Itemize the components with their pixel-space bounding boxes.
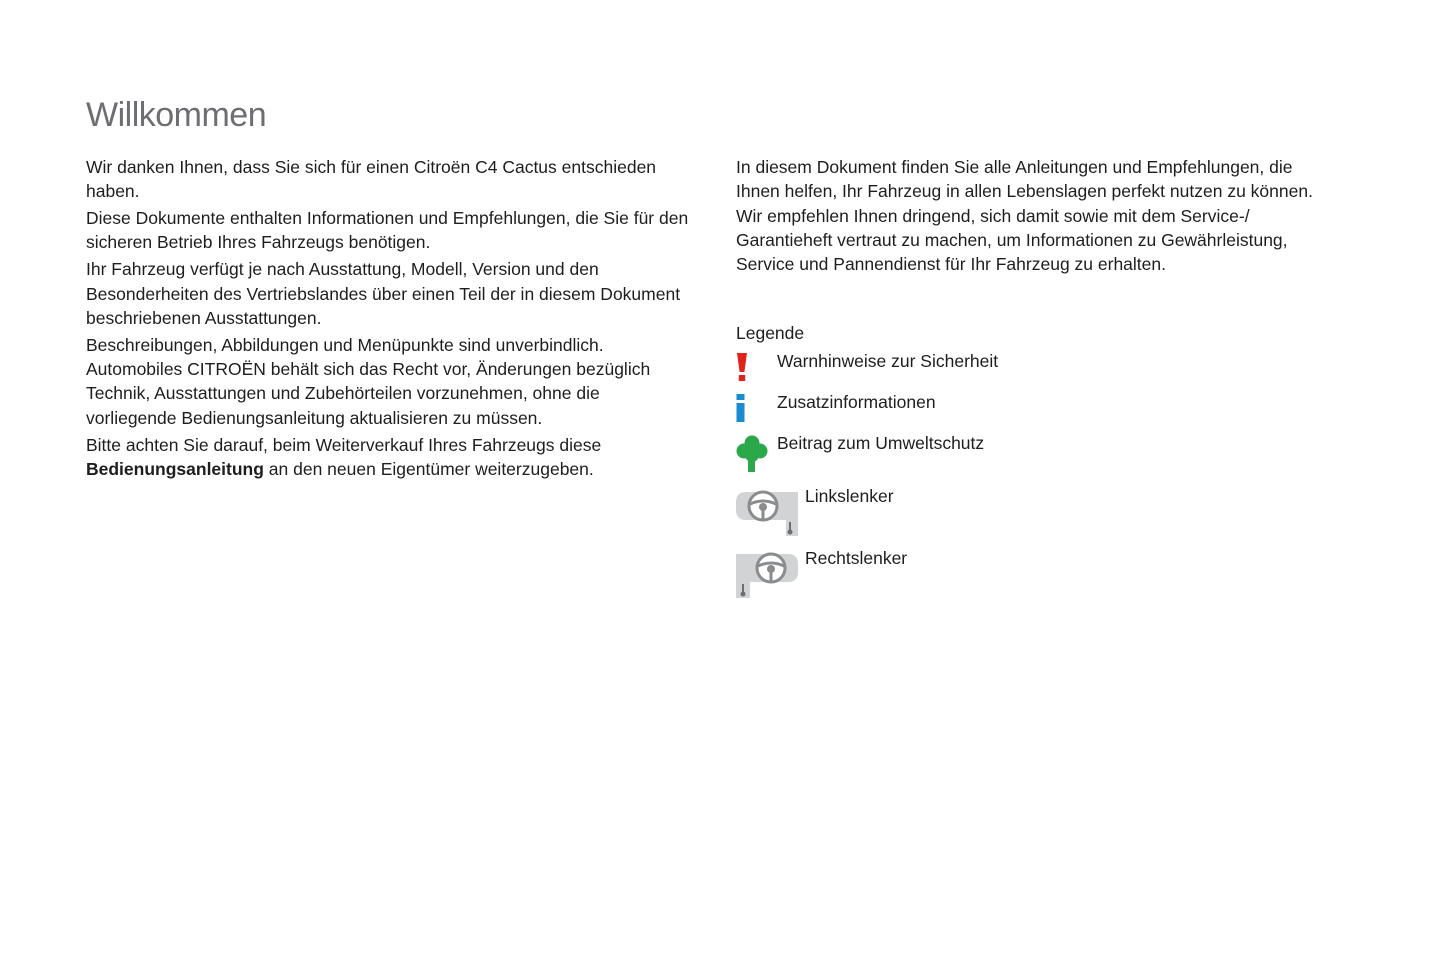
paragraph-resale-bold: Bedienungsanleitung xyxy=(86,458,264,479)
document-info-column xyxy=(736,155,1336,276)
legend-label-info: Zusatzinformationen xyxy=(777,392,936,412)
paragraph-resale-start: Bitte achten Sie darauf, beim Weiterverkauf Ihres Fahrzeugs diese xyxy=(86,434,602,455)
legend-label-warning: Warnhinweise zur Sicherheit xyxy=(777,351,999,371)
legend-label-left-hand-drive: Linkslenker xyxy=(805,486,894,506)
paragraph-resale xyxy=(86,433,691,482)
tree-icon xyxy=(736,435,768,473)
paragraph-thanks: Wir danken Ihnen, dass Sie sich für einen Citroën C4 Cactus entschieden haben. xyxy=(86,157,657,202)
warning-exclamation-icon xyxy=(736,353,748,381)
paragraph-document-info: In diesem Dokument finden Sie alle Anleitungen und Empfehlungen, die Ihnen helfen, Ihr Fahrzeug in allen Lebenslagen perfekt nutzen zu können. Wir empfehlen Ihnen dringend, sich damit sowie mit dem Service-/ Garantieheft vertraut zu machen, um Informationen zu Gewährleistung, Service und Pannendienst für Ihr Fahrzeug zu erhalten. xyxy=(736,157,1313,275)
info-icon xyxy=(736,394,746,422)
paragraph-equipment: Ihr Fahrzeug verfügt je nach Ausstattung, Modell, Version und den Besonderheiten des Vertriebslandes über einen Teil der in diesem Dokument beschriebenen Ausstattungen. xyxy=(86,259,681,328)
legend-label-right-hand-drive: Rechtslenker xyxy=(805,548,908,568)
left-hand-drive-icon xyxy=(736,488,800,538)
page-title: Willkommen xyxy=(86,96,267,134)
legend-label-environment: Beitrag zum Umweltschutz xyxy=(777,433,985,453)
paragraph-resale-end: an den neuen Eigentümer weiterzugeben. xyxy=(263,458,594,479)
paragraph-documents: Diese Dokumente enthalten Informationen und Empfehlungen, die Sie für den sicheren Betrieb Ihres Fahrzeugs benötigen. xyxy=(86,208,689,253)
intro-text-column xyxy=(86,155,691,484)
paragraph-disclaimer: Beschreibungen, Abbildungen und Menüpunkte sind unverbindlich. Automobiles CITROËN behält sich das Recht vor, Änderungen bezüglich Technik, Ausstattungen und Zubehörteilen vorzunehmen, ohne die vorliegende Bedienungsanleitung aktualisieren zu müssen. xyxy=(86,334,651,428)
legend-title: Legende xyxy=(736,323,805,343)
right-hand-drive-icon xyxy=(736,550,800,600)
